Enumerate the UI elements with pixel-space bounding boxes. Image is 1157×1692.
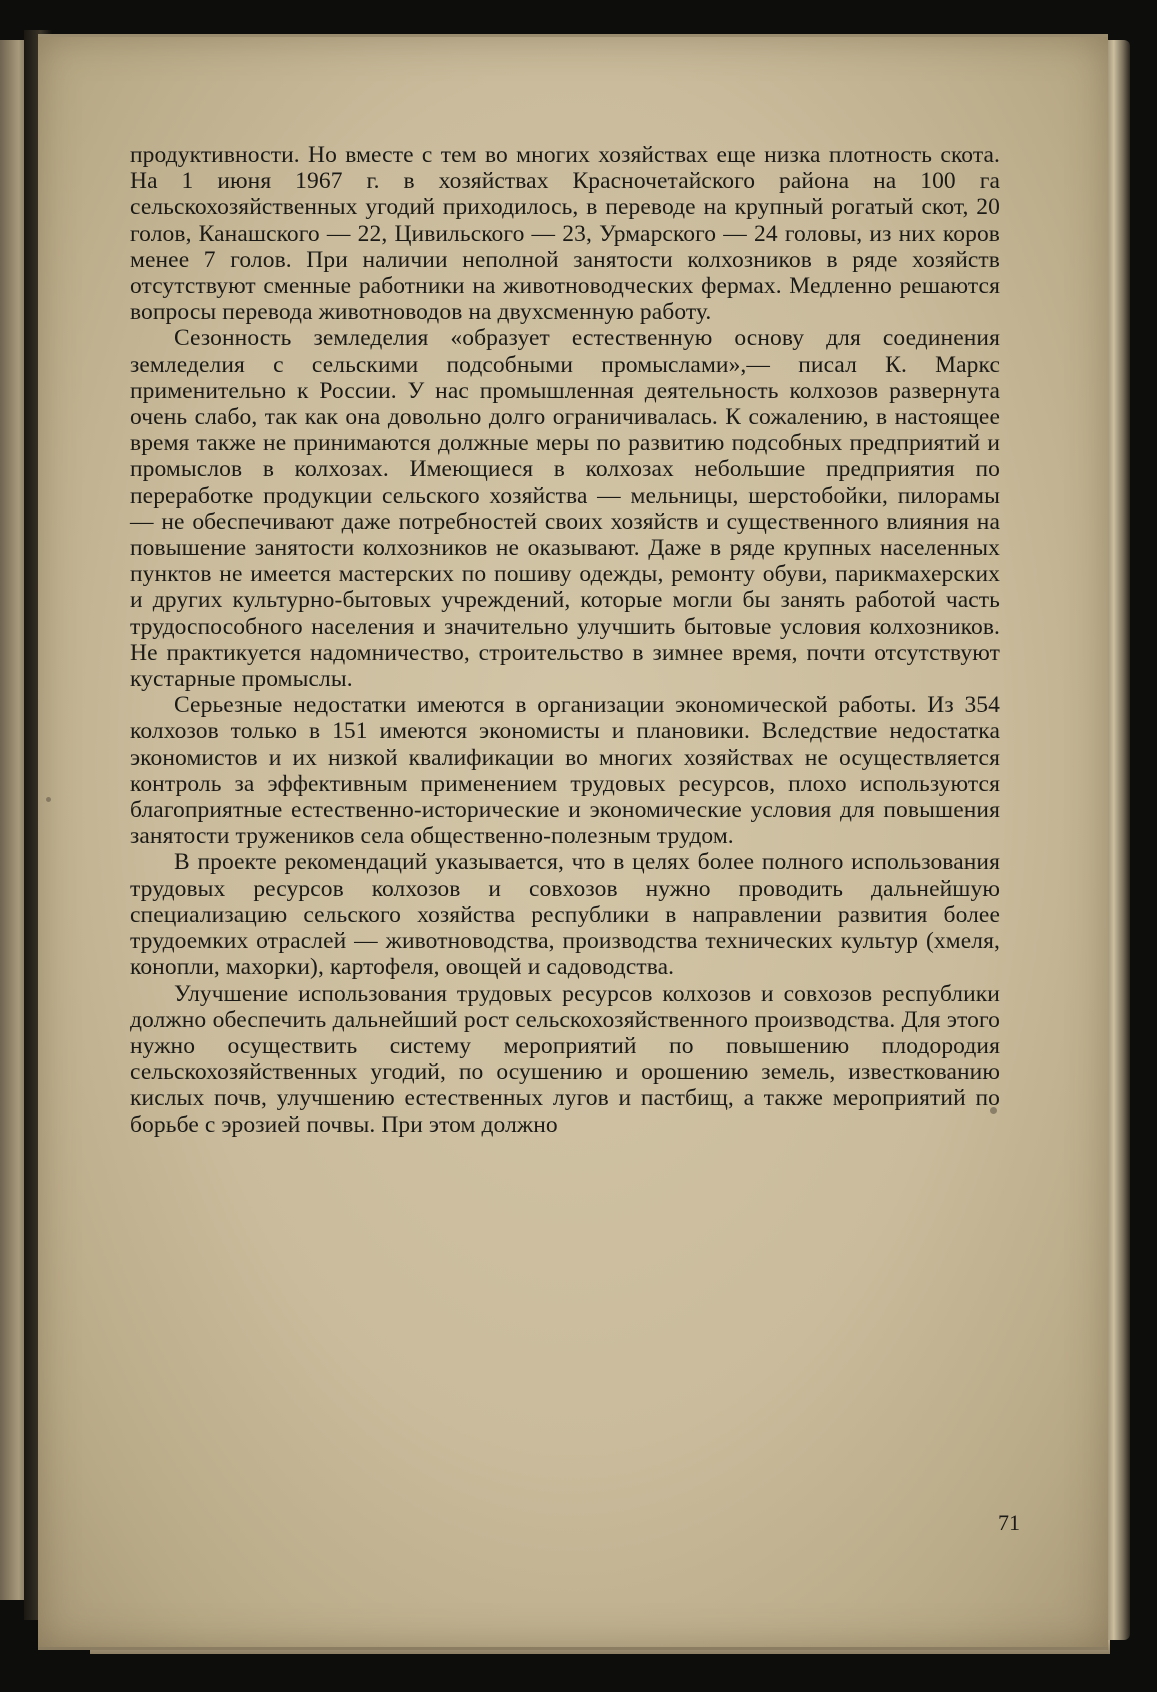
body-text — [130, 142, 1000, 1138]
paragraph-5: Улучшение использования трудовых ресурсов колхозов и совхозов республики должно обеспечить дальнейший рост сельскохозяйственного производства. Для этого нужно осуществить систему мероприятий по повышению плодородия сельскохозяйственных угодий, по осушению и орошению земель, известкованию кислых почв, улучшению естественных лугов и пастбищ, а также мероприятий по борьбе с эрозией почвы. При этом должно — [130, 980, 1000, 1138]
paper-speck — [46, 797, 51, 802]
paragraph-1: продуктивности. Но вместе с тем во многих хозяйствах еще низка плотность скота. На 1 июня 1967 г. в хозяйствах Красночетайского района на 100 га сельскохозяйственных угодий приходилось, в переводе на крупный рогатый скот, 20 голов, Канашского — 22, Цивильского — 23, Урмарского — 24 головы, из них коров менее 7 голов. При наличии неполной занятости колхозников в ряде хозяйств отсутствуют сменные работники на животноводческих фермах. Медленно решаются вопросы перевода животноводов на двухсменную работу. — [130, 142, 1000, 326]
paragraph-4: В проекте рекомендаций указывается, что в целях более полного использования трудовых ресурсов колхозов и совхозов нужно проводить дальнейшую специализацию сельского хозяйства республики в направлении развития более трудоемких отраслей — животноводства, производства технических культур (хмеля, конопли, махорки), картофеля, овощей и садоводства. — [130, 849, 1000, 981]
paragraph-3: Серьезные недостатки имеются в организации экономической работы. Из 354 колхозов только в 151 имеются экономисты и плановики. Вследствие недостатка экономистов и их низкой квалификации во многих хозяйствах не осуществляется контроль за эффективным применением трудовых ресурсов, плохо используются благоприятные естественно-исторические и экономические условия для повышения занятости тружеников села общественно-полезным трудом. — [130, 692, 1000, 850]
page-number: 71 — [998, 1510, 1020, 1535]
paragraph-2: Сезонность земледелия «образует естественную основу для соединения земледелия с сельскими подсобными промыслами»,— писал К. Маркс применительно к России. У нас промышленная деятельность колхозов развернута очень слабо, так как она довольно долго ограничивалась. К сожалению, в настоящее время также не принимаются должные меры по развитию подсобных предприятий и промыслов в колхозах. Имеющиеся в колхозах небольшие предприятия по переработке продукции сельского хозяйства — мельницы, шерстобойки, пилорамы — не обеспечивают даже потребностей своих хозяйств и существенного влияния на повышение занятости колхозников не оказывают. Даже в ряде крупных населенных пунктов не имеется мастерских по пошиву одежды, ремонту обуви, парикмахерских и других культурно-бытовых учреждений, которые могли бы занять работой часть трудоспособного населения и значительно улучшить бытовые условия колхозников. Не практикуется надомничество, строительство в зимнее время, почти отсутствуют кустарные промыслы. — [130, 325, 1000, 693]
